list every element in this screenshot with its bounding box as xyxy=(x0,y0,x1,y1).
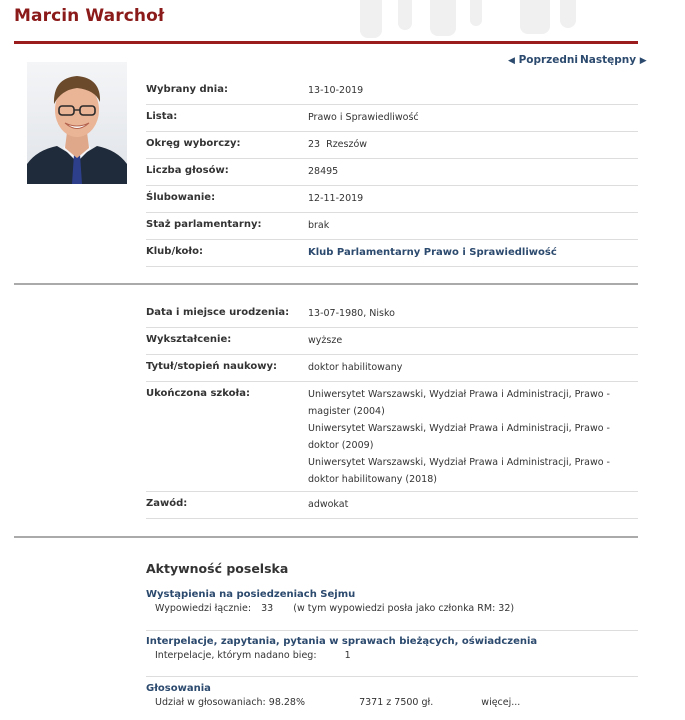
info-row-label: Zawód: xyxy=(146,498,188,509)
votes-participation: Udział w głosowaniach: 98.28% xyxy=(155,697,306,708)
district-number: 23 xyxy=(308,139,321,150)
votes-section xyxy=(146,683,638,708)
info-row-label: Tytuł/stopień naukowy: xyxy=(146,361,277,372)
info-row-label: Klub/koło: xyxy=(146,246,203,257)
school-entry: Uniwersytet Warszawski, Wydział Prawa i Administracji, Prawo - magister (2004) xyxy=(308,389,610,417)
info-row-value-text: 28495 xyxy=(308,166,339,177)
info-row-value-text: Prawo i Sprawiedliwość xyxy=(308,112,419,123)
previous-link[interactable] xyxy=(508,54,578,66)
info-row xyxy=(146,382,638,492)
speeches-note: (w tym wypowiedzi posła jako członka RM: 32) xyxy=(293,603,515,614)
info-row xyxy=(146,301,638,328)
votes-ratio: 7371 z 7500 gł. xyxy=(359,697,434,708)
info-row-label: Staż parlamentarny: xyxy=(146,219,262,230)
info-row-value xyxy=(308,386,638,488)
info-row-value-text: wyższe xyxy=(308,335,343,346)
interpellations-section xyxy=(146,636,638,661)
info-row-label: Wybrany dnia: xyxy=(146,84,228,95)
info-row xyxy=(146,240,638,267)
speeches-section xyxy=(146,589,638,614)
speeches-count: 33 xyxy=(261,603,274,614)
info-row-value-text: 13-10-2019 xyxy=(308,85,364,96)
page-header xyxy=(14,0,638,44)
previous-label: Poprzedni xyxy=(518,54,579,66)
info-row-value xyxy=(308,359,638,376)
info-row-label: Okręg wyborczy: xyxy=(146,138,241,149)
info-row-value xyxy=(308,136,638,153)
info-row-label: Ślubowanie: xyxy=(146,192,216,203)
info-row-value-text: adwokat xyxy=(308,499,349,510)
info-row-value-text: doktor habilitowany xyxy=(308,362,403,373)
info-row xyxy=(146,132,638,159)
personal-info-table xyxy=(146,301,638,519)
info-row-label: Liczba głosów: xyxy=(146,165,229,176)
school-entry: Uniwersytet Warszawski, Wydział Prawa i Administracji, Prawo - doktor (2009) xyxy=(308,423,610,451)
activity-title: Aktywność poselska xyxy=(146,561,289,576)
triangle-right-icon: ▶ xyxy=(639,56,647,66)
interpellations-count: 1 xyxy=(344,650,351,661)
info-row-label: Data i miejsce urodzenia: xyxy=(146,307,290,318)
info-row-value xyxy=(308,332,638,349)
club-link[interactable] xyxy=(308,244,638,261)
votes-heading[interactable]: Głosowania xyxy=(146,683,211,694)
speeches-label: Wypowiedzi łącznie: xyxy=(155,603,252,614)
section-divider xyxy=(14,536,638,538)
info-row xyxy=(146,186,638,213)
triangle-left-icon: ◀ xyxy=(508,56,515,66)
info-row xyxy=(146,355,638,382)
info-row-value-text: 13-07-1980, Nisko xyxy=(308,308,395,319)
info-row-value xyxy=(308,496,638,513)
activity-divider xyxy=(146,630,638,631)
info-row-label: Lista: xyxy=(146,111,178,122)
interpellations-label: Interpelacje, którym nadano bieg: xyxy=(155,650,317,661)
info-row xyxy=(146,328,638,355)
info-row xyxy=(146,213,638,240)
info-row-value xyxy=(308,217,638,234)
info-row xyxy=(146,105,638,132)
info-row-value-text: brak xyxy=(308,220,330,231)
info-row-value-text: Rzeszów xyxy=(326,139,368,150)
info-row-value xyxy=(308,190,638,207)
interpellations-heading[interactable]: Interpelacje, zapytania, pytania w sprawach bieżących, oświadczenia xyxy=(146,636,538,647)
info-row xyxy=(146,159,638,186)
info-row-value xyxy=(308,82,638,99)
section-divider xyxy=(14,283,638,285)
info-row-value-text: 12-11-2019 xyxy=(308,193,364,204)
info-row xyxy=(146,78,638,105)
next-label: Następny xyxy=(580,54,637,66)
school-entry: Uniwersytet Warszawski, Wydział Prawa i Administracji, Prawo - doktor habilitowany (2018) xyxy=(308,457,610,485)
info-row-value-text: Klub Parlamentarny Prawo i Sprawiedliwość xyxy=(308,247,557,258)
info-row-label: Wykształcenie: xyxy=(146,334,232,345)
speeches-heading[interactable]: Wystąpienia na posiedzeniach Sejmu xyxy=(146,589,356,600)
deputy-photo xyxy=(27,62,127,184)
info-row-value xyxy=(308,163,638,180)
info-row-value xyxy=(308,109,638,126)
info-row-label: Ukończona szkoła: xyxy=(146,388,250,399)
info-row xyxy=(146,492,638,519)
votes-more-link[interactable]: więcej... xyxy=(481,697,521,708)
next-link[interactable] xyxy=(580,54,647,66)
page-title: Marcin Warchoł xyxy=(14,6,165,26)
activity-divider xyxy=(146,676,638,677)
info-row-value xyxy=(308,305,638,322)
election-info-table xyxy=(146,78,638,267)
